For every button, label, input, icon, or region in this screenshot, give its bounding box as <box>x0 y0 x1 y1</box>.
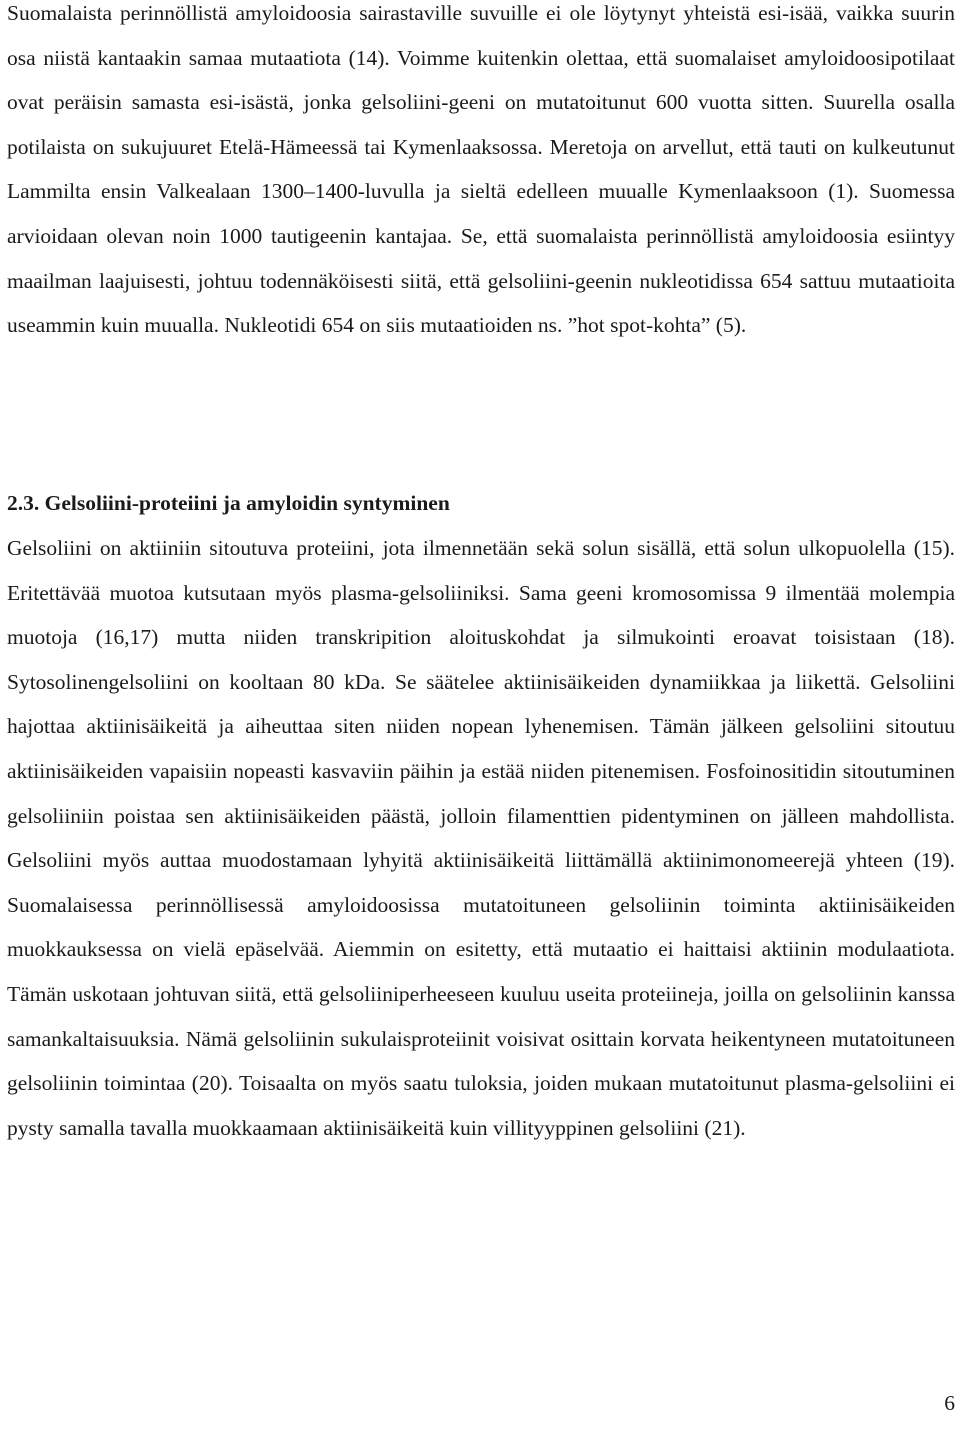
body-paragraph-amyloidosis-origin: Suomalaista perinnöllistä amyloidoosia sairastaville suvuille ei ole löytynyt yhteistä esi-isää, vaikka suurin osa niistä kantaakin samaa mutaatiota (14). Voimme kuitenkin olettaa, että suomalaiset amyloidoosipotilaat ovat peräisin samasta esi-isästä, jonka gelsoliini-geeni on mutatoitunut 600 vuotta sitten. Suurella osalla potilaista on sukujuuret Etelä-Hämeessä tai Kymenlaaksossa. Meretoja on arvellut, että tauti on kulkeutunut Lammilta ensin Valkealaan 1300–1400-luvulla ja sieltä edelleen muualle Kymenlaaksoon (1). Suomessa arvioidaan olevan noin 1000 tautigeenin kantajaa. Se, että suomalaista perinnöllistä amyloidoosia esiintyy maailman laajuisesti, johtuu todennäköisesti siitä, että gelsoliini-geenin nukleotidissa 654 sattuu mutaatioita useammin kuin muualla. Nukleotidi 654 on siis mutaatioiden ns. ”hot spot-kohta” (5). <box>7 1 955 338</box>
section-heading: 2.3. Gelsoliini-proteiini ja amyloidin syntyminen <box>7 491 450 515</box>
body-paragraph-gelsolin: Gelsoliini on aktiiniin sitoutuva proteiini, jota ilmennetään sekä solun sisällä, että solun ulkopuolella (15). Eritettävää muotoa kutsutaan myös plasma-gelsoliiniksi. Sama geeni kromosomissa 9 ilmentää molempia muotoja (16,17) mutta niiden transkripition aloituskohdat ja silmukointi eroavat toisistaan (18). Sytosolinengelsoliini on kooltaan 80 kDa. Se säätelee aktiinisäikeiden dynamiikkaa ja liikettä. Gelsoliini hajottaa aktiinisäikeitä ja aiheuttaa siten niiden nopean lyhenemisen. Tämän jälkeen gelsoliini sitoutuu aktiinisäikeiden vapaisiin nopeasti kasvaviin päihin ja estää niiden pitenemisen. Fosfoinositidin sitoutuminen gelsoliiniin poistaa sen aktiinisäikeiden päästä, jolloin filamenttien pidentyminen on jälleen mahdollista. Gelsoliini myös auttaa muodostamaan lyhyitä aktiinisäikeitä liittämällä aktiinimonomeerejä yhteen (19). Suomalaisessa perinnöllisessä amyloidoosissa mutatoituneen gelsoliinin toiminta aktiinisäikeiden muokkauksessa on vielä epäselvää. Aiemmin on esitetty, että mutaatio ei haittaisi aktiinin modulaatiota. Tämän uskotaan johtuvan siitä, että gelsoliiniperheeseen kuuluu useita proteiineja, joilla on gelsoliinin kanssa samankaltaisuuksia. Nämä gelsoliinin sukulaisproteiinit voisivat osittain korvata heikentyneen mutatoituneen gelsoliinin toimintaa (20). Toisaalta on myös saatu tuloksia, joiden mukaan mutatoitunut plasma-gelsoliini ei pysty samalla tavalla muokkaamaan aktiinisäikeitä kuin villityyppinen gelsoliini (21). <box>7 536 955 1140</box>
page-number: 6 <box>944 1391 955 1415</box>
